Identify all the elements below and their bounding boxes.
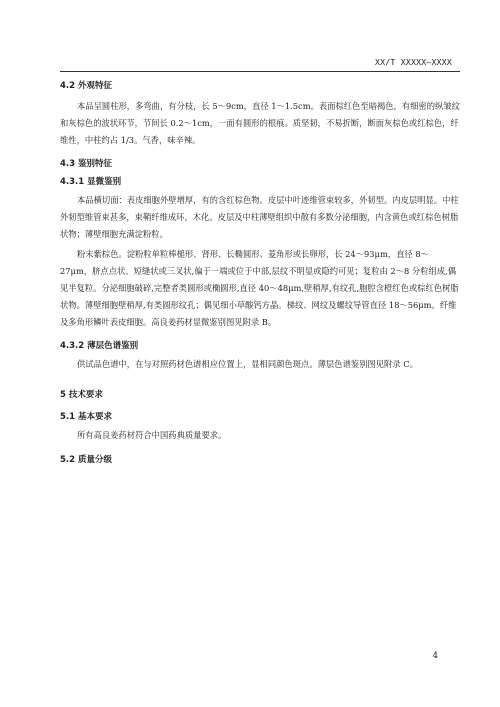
heading-4-3-1: 4.3.1 显微鉴别: [60, 177, 122, 187]
header-rule: [60, 71, 460, 72]
heading-4-3-2: 4.3.2 薄层色谱鉴别: [60, 341, 139, 351]
paragraph-cross-section: 本品横切面：表皮细胞外壁增厚，有的含红棕色物。皮层中叶迹维管束较多，外韧型。内皮层明显。中柱外韧型维管束甚多，束鞘纤维成环，木化。皮层及中柱薄壁组织中散有多数分泌细胞，内含黄色或红棕色树脂状物；薄壁细胞充满淀粉粒。: [60, 195, 459, 239]
heading-5-1: 5.1 基本要求: [60, 412, 113, 422]
heading-5-2: 5.2 质量分级: [60, 455, 113, 465]
heading-5: 5 技术要求: [60, 390, 103, 400]
heading-4-3: 4.3 鉴别特征: [60, 159, 113, 169]
paragraph-basic-requirements: 所有高良姜药材符合中国药典质量要求。: [77, 430, 227, 440]
paragraph-appearance: 本品呈圆柱形，多弯曲，有分枝，长 5～9cm，直径 1～1.5cm。表面棕红色至暗褐色，有细密的纵皱纹和灰棕色的波状环节，节间长 0.2～1cm，一面有圆形的根痕。质坚韧，不易折断，断面灰棕色或红棕色，纤维性，中柱约占 1/3。气香，味辛辣。: [60, 101, 460, 145]
heading-4-2: 4.2 外观特征: [60, 81, 113, 91]
page-number: 4: [432, 651, 438, 661]
document-body: [60, 78, 460, 469]
paragraph-tlc: 供试品色谱中，在与对照药材色谱相应位置上，显相同颜色斑点。薄层色谱鉴别图见附录 C。: [77, 359, 418, 369]
document-code: XX/T XXXXX—XXXX: [375, 57, 452, 67]
paragraph-powder: 粉末紫棕色。淀粉粒单粒棒槌形、肾形、长椭圆形、菱角形或长卵形，长 24～93μm，直径 8～27μm，脐点点状、短缝状或三叉状,偏于一端或位于中部,层纹不明显或隐约可见；复粒由 2～8 分粒组成,偶见半复粒。分泌细胞破碎,完整者类圆形或椭圆形,直径 40～48μm,壁稍厚,有纹孔,胞腔含橙红色或棕红色树脂状物。薄壁细胞壁稍厚,有类圆形纹孔；偶见细小草酸钙方晶。梯纹、网纹及螺纹导管直径 18～56μm。纤维及多角形鳞叶表皮细胞。高良姜药材显微鉴别图见附录 B。: [60, 249, 459, 327]
